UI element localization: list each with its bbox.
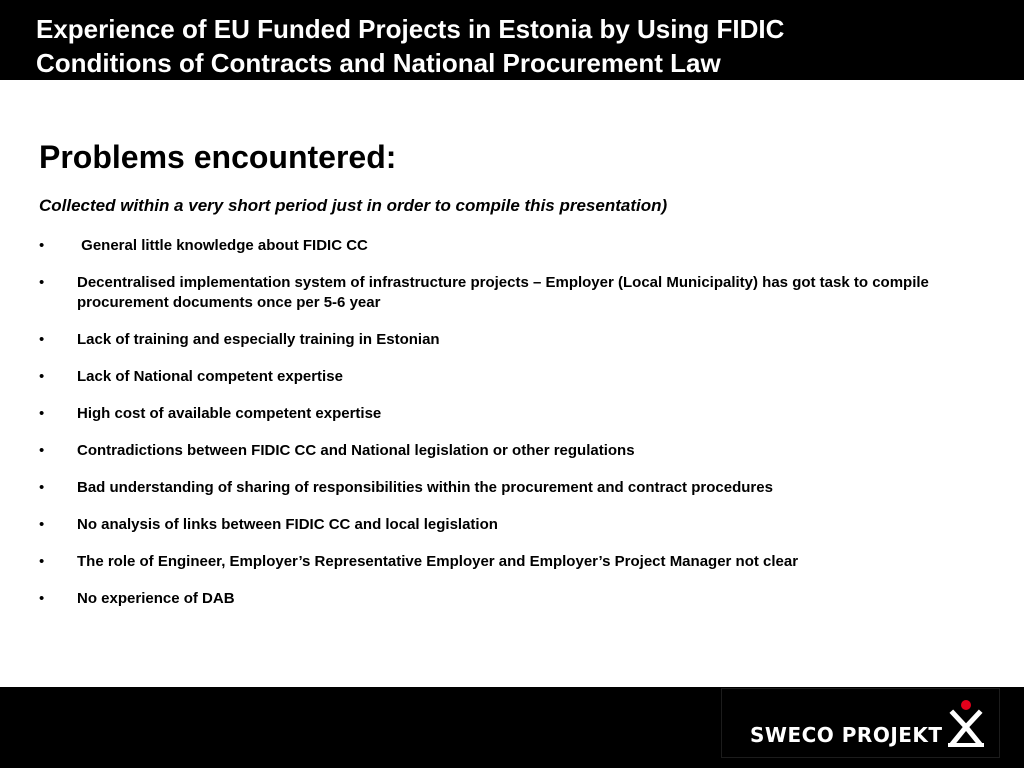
list-item: [39, 441, 979, 461]
list-item-text: High cost of available competent expertise: [77, 405, 382, 422]
bullet-icon: •: [39, 479, 45, 496]
list-item-text: No analysis of links between FIDIC CC and local legislation: [77, 516, 498, 533]
title-bar: [0, 0, 1024, 80]
list-item: [39, 552, 979, 572]
section-heading: Problems encountered:: [39, 139, 397, 175]
slide-title-line-2: Conditions of Contracts and National Procurement Law: [36, 48, 721, 78]
list-item-text: Lack of National competent expertise: [77, 368, 343, 385]
list-item-text: Contradictions between FIDIC CC and National legislation or other regulations: [77, 442, 635, 459]
bullet-icon: •: [39, 516, 45, 533]
list-item: [39, 589, 979, 609]
list-item-text: Decentralised implementation system of infrastructure projects – Employer (Local Municipality) has got task to compile procurement documents once per 5-6 year: [77, 274, 934, 311]
section-subtitle: Collected within a very short period just in order to compile this presentation): [39, 196, 668, 215]
slide-title: [36, 12, 936, 80]
list-item-text: No experience of DAB: [77, 590, 235, 607]
list-item-text: Bad understanding of sharing of responsibilities within the procurement and contract procedures: [77, 479, 773, 496]
list-item: [39, 330, 979, 350]
bullet-icon: •: [39, 237, 45, 254]
bullet-icon: •: [39, 274, 45, 291]
sweco-figure-icon: [944, 699, 988, 749]
bullet-icon: •: [39, 368, 45, 385]
bullet-icon: •: [39, 553, 45, 570]
list-item: [39, 515, 979, 535]
logo-text: SWECO PROJEKT: [750, 723, 943, 747]
slide-title-line-1: Experience of EU Funded Projects in Estonia by Using FIDIC: [36, 14, 785, 44]
bullet-icon: •: [39, 405, 45, 422]
sweco-logo: [721, 688, 1000, 758]
list-item: [39, 478, 979, 498]
list-item: [39, 236, 979, 256]
bullet-icon: •: [39, 331, 45, 348]
list-item: [39, 367, 979, 387]
problems-list: [39, 236, 979, 626]
list-item-text: General little knowledge about FIDIC CC: [77, 237, 368, 254]
list-item: [39, 404, 979, 424]
bullet-icon: •: [39, 590, 45, 607]
list-item: [39, 273, 979, 313]
list-item-text: Lack of training and especially training in Estonian: [77, 331, 440, 348]
bullet-icon: •: [39, 442, 45, 459]
list-item-text: The role of Engineer, Employer’s Representative Employer and Employer’s Project Manager not clear: [77, 553, 799, 570]
